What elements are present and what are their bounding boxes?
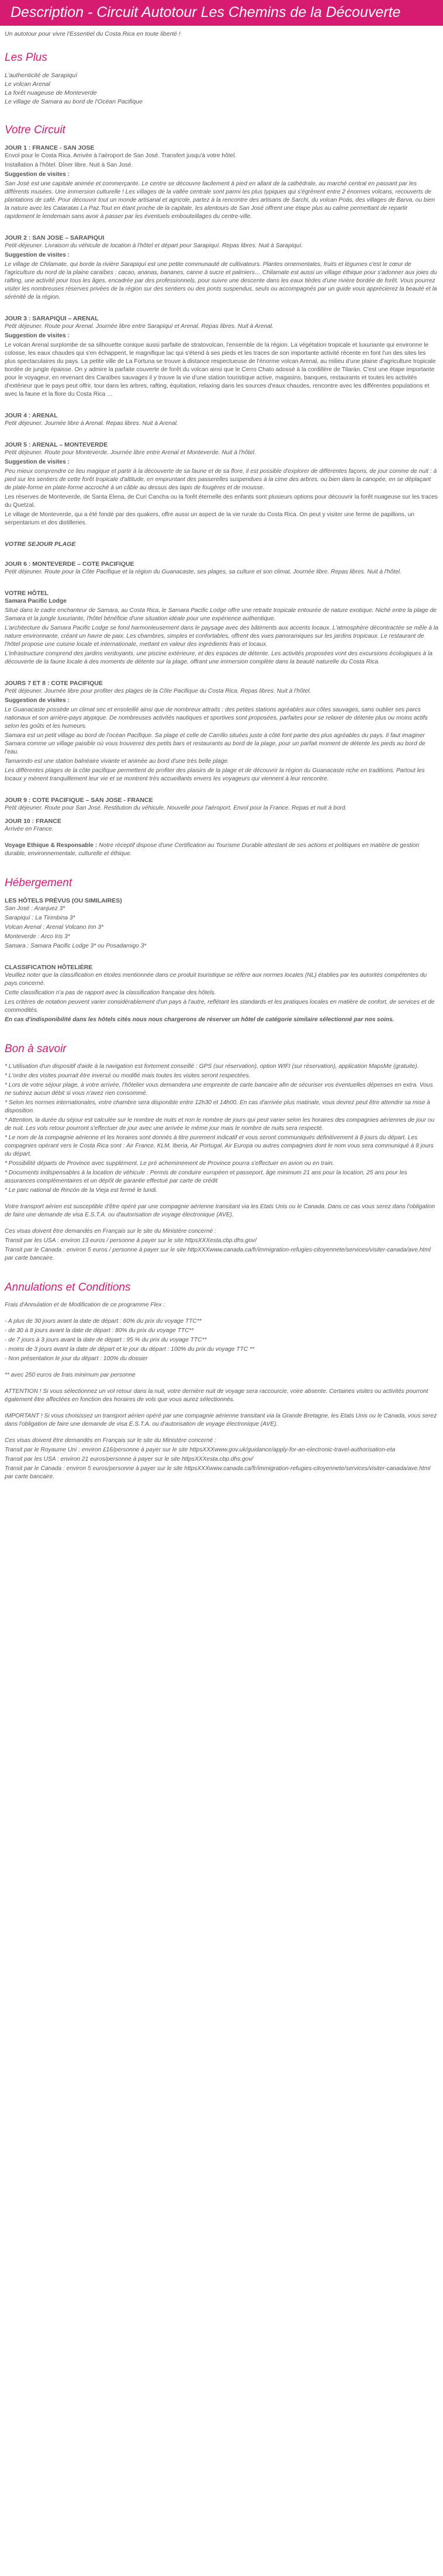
important-text: IMPORTANT ! Si vous choisissez un transport aérien opéré par une compagnie aérienne transitant via la Grande Bretagne, les Etats Unis ou le Canada, vous serez dans l'obligation de faire une demande de visa E.S.T.A. ou d'autorisation de voyage électronique (AVE). xyxy=(5,1413,437,1427)
day-title: JOUR 10 : FRANCE xyxy=(5,818,61,825)
day-title: JOUR 2 : SAN JOSE – SARAPIQUI xyxy=(5,234,105,241)
page-title-text: Description - Circuit Autotour Les Chemins de la Découverte xyxy=(11,4,401,20)
day-text: Petit déjeuner. Route pour la Côte Pacifique et la région du Guanacaste, ses plages, sa culture et son climat. Journée libre. Repas libres. Nuit à l'hôtel. xyxy=(5,569,402,575)
classification-title: CLASSIFICATION HÔTELIÈRE xyxy=(5,964,93,971)
list-item: La forêt nuageuse de Monteverde xyxy=(5,89,97,96)
suggestion-text: San José est une capitale animée et commerçante. Le centre se découvre facilement à pied en allant de la cathédrale, au marché central en passant par les différents musées. Une immersion culturelle ! Les villages de la vallée centrale sont parmi les plus typiques qui s'égrènent entre 2 énormes volcans, recouverts de plantations de café. Pour découvrir tout un monde artisanal et agricole, partez à la rencontre des artisans de Sarchi, du volcan Poás, des villages de Barva, ou bien la nature avec les Cataratas La Paz.Tout en étant proche de la capitale, les alentours de San José offrent une étape plus au calme permettant de repartir rapidement le lendemain sans avoir à passer par les éventuels embouteillages du centre-ville. xyxy=(5,181,435,220)
day-text: Arrivée en France. xyxy=(5,826,54,832)
suggestion-text: Les réserves de Monteverde, de Santa Elena, de Curi Cancha ou la forêt éternelle des enfants sont plusieurs options pour découvrir la forêt nuageuse sur les traces du Quetzal. xyxy=(5,494,438,509)
day-title: JOUR 9 : COTE PACIFIQUE – SAN JOSE - FRANCE xyxy=(5,797,153,804)
annul-line: - moins de 3 jours avant la date de départ et le jour du départ : 100% du prix du voyage TTC ** xyxy=(5,1346,254,1353)
hebergement xyxy=(5,897,438,1024)
hotel-line: Monteverde : Arco Iris 3* xyxy=(5,933,70,940)
list-item: Le village de Samara au bord de l'Océan Pacifique xyxy=(5,98,143,105)
hotel-line: Volcan Arenal : Arenal Volcano Inn 3* xyxy=(5,924,103,931)
section-title-plus: Les Plus xyxy=(5,51,47,64)
suggestion-text: Les différentes plages de la côte pacifique permettent de profiter des plaisirs de la plage et de découvrir la région du Guanacaste riche en traditions. Partout les locaux y mènent tranquillement leur vie et se montrent très accueillants envers les voyageurs qui viennent à leur rencontre. xyxy=(5,767,425,782)
annul-line: ** avec 250 euros de frais minimum par personne xyxy=(5,1372,136,1378)
annul-intro: Frais d'Annulation et de Modification de ce programme Flex : xyxy=(5,1302,165,1308)
info-line: Transit par les USA : environ 13 euros / personne à payer sur le site httpsXXXesta.cbp.dhs.gov/ xyxy=(5,1237,257,1244)
day-text: Petit déjeuner. Journée libre à Arenal. Repas libres. Nuit à Arenal. xyxy=(5,420,178,427)
suggestion-text: Samara est un petit village au bord de l'océan Pacifique. Sa plage et celle de Carrillo situées juste à côté font partie des plus agréables du pays. Il faut imaginer Samara comme un village paisible où vous trouverez des petits bars et restaurants au bord de la plage, pour un parfait moment de détente les pieds au bord de l'eau. xyxy=(5,732,425,755)
hotel-title: VOTRE HÔTEL xyxy=(5,590,49,597)
info-line: * Lors de votre séjour plage, à votre arrivée, l'hôtelier vous demandera une empreinte de carte bancaire afin de sécuriser vos éventuelles dépenses en extra. Vous ne subirez aucun débit si vous n'avez rien consommé. xyxy=(5,1082,433,1097)
attention-text: ATTENTION ! Si vous sélectionnez un vol retour dans la nuit, votre dernière nuit de voyage sera raccourcie, voire absente. Certaines visites ou activités pourront également être affectées en fonction des horaires de vols que vous aurez sélectionnés. xyxy=(5,1388,428,1403)
ethics-title: Voyage Ethique & Responsable : xyxy=(5,842,98,849)
info-line: Ces visas doivent être demandés en Français sur le site du Ministère concerné : xyxy=(5,1228,216,1235)
content xyxy=(0,30,443,1481)
ethics-text: Notre réceptif dispose d'une Certification au Tourisme Durable attestant de ses actions et politiques en matière de gestion durable, environnementale, culturelle et éthique. xyxy=(5,842,420,857)
day-text: Petit déjeuner. Route pour Monteverde. Journée libre entre Arenal et Monteverde. Nuit à l'hôtel. xyxy=(5,449,256,456)
info-line: Votre transport aérien est susceptible d'être opéré par une compagnie aérienne transitant via les Etats Unis ou le Canada. Dans ce cas vous serez dans l'obligation de faire une demande de visa E.S.T.A. ou d'autorisation de voyage électronique (AVE). xyxy=(5,1204,435,1218)
section-title-bon-savoir: Bon à savoir xyxy=(5,1043,67,1055)
day-text: Petit déjeuner. Route pour Arenal. Journée libre entre Sarapiquí et Arenal. Repas libres. Nuit à Arenal. xyxy=(5,323,274,330)
intro-text: Un autotour pour vivre l'Essentiel du Costa Rica en toute liberté ! xyxy=(5,30,181,37)
day-text: Petit-déjeuner. Livraison du véhicule de location à l'hôtel et départ pour Sarapiquí. Repas libres. Nuit à Sarapiquí. xyxy=(5,243,303,249)
annul-line: - de 30 à 8 jours avant la date de départ : 80% du prix du voyage TTC** xyxy=(5,1327,194,1334)
list-item: Le volcan Arenal xyxy=(5,81,50,88)
annul-line: - Non présentation le jour du départ : 100% du dossier xyxy=(5,1356,148,1362)
annul-line: - A plus de 30 jours avant la date de départ : 60% du prix du voyage TTC** xyxy=(5,1318,202,1325)
annul-line: - de 7 jours à 3 jours avant la date de départ : 95 % du prix du voyage TTC** xyxy=(5,1337,207,1343)
section-title-hebergement: Hébergement xyxy=(5,877,72,889)
suggestion-label: Suggestion de visites : xyxy=(5,459,70,465)
suggestion-text: Peu mieux comprendre ce lieu magique et partir à la découverte de sa faune et de sa flore, il est possible d'explorer de différentes façons, de jour comme de nuit : à pied sur les sentiers de cette forêt tropicale d'altitude, en empruntant des passerelles suspendues à la cime des arbres, ou bien dans la canopée, en se déplaçant de plate-forme en plate-forme accroché à un câble au dessus des tapis de fougères et de mousse. xyxy=(5,468,437,491)
hotel-name: Samara Pacific Lodge xyxy=(5,598,67,604)
suggestion-label: Suggestion de visites : xyxy=(5,333,70,339)
hotels-title: LES HÔTELS PRÉVUS (OU SIMILAIRES) xyxy=(5,897,122,904)
info-line: * Possibilité départs de Province avec supplément. Le pré acheminement de Province pourra s'effectuer en avion ou en train. xyxy=(5,1160,334,1167)
info-line: * Selon les normes internationales, votre chambre sera disponible entre 12h30 et 14h00. En cas d'arrivée plus matinale, vous devrez peut être attendre sa mise à disposition. xyxy=(5,1099,430,1114)
hotel-line: San José : Aranjuez 3* xyxy=(5,905,65,912)
suggestion-label: Suggestion de visites : xyxy=(5,697,70,704)
itinerary xyxy=(5,144,438,858)
classification-text: Les critères de notation peuvent varier considérablement d'un pays à l'autre, reflétant les standards et les pratiques locales en matière de confort, de services et de commodités. xyxy=(5,999,435,1014)
hotel-line: Sarapiquí : La Tirimbina 3* xyxy=(5,915,75,921)
suggestion-label: Suggestion de visites : xyxy=(5,171,70,178)
visa-line: Transit par le Royaume Uni : environ £16/personne à payer sur le site httpsXXXwww.gov.uk/guidance/apply-for-an-electronic-travel-authorisation-eta xyxy=(5,1447,396,1453)
seaside-title: VOTRE SEJOUR PLAGE xyxy=(5,541,76,548)
suggestion-text: Le volcan Arenal surplombe de sa silhouette conique aussi parfaite de stratovolcan, l'ensemble de la région. La végétation tropicale et luxuriante qui environne le colosse, les eaux chaudes qui s'en échappent, le magnifique lac qui s'étend à ses pieds et les traces de son importante activité récente en font l'un des sites les plus spectaculaires du pays. La petite ville de La Fortuna se trouve à distance respectueuse de l'énorme volcan Arenal, au milieu d'une plaine d'agriculture tropicale bordée de jungle épaisse. On y admire la parfaite couverte de forêt du volcan ainsi que le Cerro Chato adossé à la cordillère de Tilarán. C'est une étape importante pour le voyageur, en revenant des Caraïbes sauvages il y trouve la vie d'une station touristique active, magasins, banques, restaurants et toutes les activités d'extérieur que le pays peut offrir, tour dans les arbres, rafting, équitation, relaxing dans les sources d'eaux chaudes, rencontre avec les différentes populations et avec la faune et la flore du Costa Rica … xyxy=(5,342,436,397)
day-title: JOUR 6 : MONTEVERDE – COTE PACIFIQUE xyxy=(5,561,134,568)
day-text: Petit déjeuner. Route pour San José. Restitution du véhicule. Nouvelle pour l'aéroport. Envol pour la France. Repas et nuit à bord. xyxy=(5,805,347,811)
bon-savoir xyxy=(5,1063,438,1263)
info-line: * L'utilisation d'un dispositif d'aide à la navigation est fortement conseillé : GPS (sur réservation), option WIFI (sur réservation), application MapsMe (gratuite). xyxy=(5,1063,419,1070)
section-title-circuit: Votre Circuit xyxy=(5,124,65,136)
info-line: * Documents indispensables à la location de véhicule : Permis de conduire européen et passeport, âge minimum 21 ans pour la location, 25 ans pour les assurances complémentaires et un dépôt de garantie effectué par carte de crédit xyxy=(5,1170,407,1184)
suggestion-text: Le village de Monteverde, qui a été fondé par des quakers, offre aussi un aspect de la vie rurale du Costa Rica. On peut y visiter une ferme de papillons, un serpentarium et des distilleries. xyxy=(5,511,414,526)
hotel-text: L'architecture du Samara Pacific Lodge se fond harmonieusement dans le paysage avec des bâtiments aux accents locaux. L'atmosphère décontractée se mêle à la nature environnante, créant un havre de paix. Les chambres, simples et confortables, offrent des vues panoramiques sur les jardins tropicaux. Le restaurant de l'hôtel propose une cuisine locale et internationale, mettant en valeur des ingrédients frais et locaux. xyxy=(5,625,438,648)
day-text: Installation à l'hôtel. Dîner libre. Nuit à San José. xyxy=(5,162,133,168)
info-line: * L'ordre des visites pourrait être inversé ou modifié mais toutes les visites seront respectées. xyxy=(5,1073,251,1079)
info-line: * Le parc national de Rincón de la Vieja est fermé le lundi. xyxy=(5,1187,158,1194)
info-line: * Attention, la durée du séjour est calculée sur le nombre de nuits et non le nombre de jours qui peut varier selon les horaires des compagnies aériennes de jour ou de nuit. Les vols retour pourront s'effectuer de jour avec une arrivée le même jour mais le nombre de nuits sera respecté. xyxy=(5,1117,435,1132)
day-title: JOUR 4 : ARENAL xyxy=(5,412,58,419)
day-title: JOUR 5 : ARENAL – MONTEVERDE xyxy=(5,441,108,448)
day-title: JOUR 1 : FRANCE - SAN JOSE xyxy=(5,144,95,151)
plus-list xyxy=(5,71,438,106)
list-item: L'authenticité de Sarapiquí xyxy=(5,72,78,79)
hotel-text: L'infrastructure comprend des jardins verdoyants, une piscine extérieure, et des espaces de détente. Les activités proposées vont des excursions écologiques à la découverte de la faune locale à des moments de détente sur la plage, offrant une immersion complète dans la beauté naturelle du Costa Rica. xyxy=(5,651,432,665)
day-text: Petit déjeuner. Journée libre pour profiter des plages de la Côte Pacifique du Costa Rica. Repas libres. Nuit à l'hôtel. xyxy=(5,688,312,694)
visa-line: Transit par le Canada : environ 5 euros/personne à payer sur le site httpsXXXwww.canada.ca/fr/immigration-refugies-citoyennete/services/visiter-canada/ave.html par carte bancaire. xyxy=(5,1465,431,1480)
section-title-annulation: Annulations et Conditions xyxy=(5,1281,131,1294)
annulation xyxy=(5,1301,438,1481)
info-line: * Le nom de la compagnie aérienne et les horaires sont donnés à titre purement indicatif et vous seront communiqués définitivement à 8 jours du départ. Les compagnies opérant vers le Costa Rica sont : Air France, KLM, Iberia, Air Portugal, Air Europa ou autres compagnies dont le nom vous sera communiqué à 8 jours du départ. xyxy=(5,1135,434,1157)
page-title xyxy=(0,0,443,26)
hotel-text: Situé dans le cadre enchanteur de Samara, au Costa Rica, le Samara Pacific Lodge offre une retraite tropicale entourée de nature exotique. Niché entre la plage de Samara et la jungle luxuriante, l'hôtel bénéficie d'une situation idéale pour une expérience authentique. xyxy=(5,607,437,622)
visa-line: Transit par les USA : environ 21 euros/personne à payer sur le site httpsXXXesta.cbp.dhs.gov/ xyxy=(5,1456,254,1462)
classification-text: Cette classification n'a pas de rapport avec la classification française des hôtels. xyxy=(5,990,216,996)
info-line: Transit par le Canada : environ 5 euros / personne à payer sur le site httpXXXwww.canada.ca/fr/immigration-refugies-citoyennete/services/visiter-canada/ave.html par carte bancaire. xyxy=(5,1247,431,1261)
day-title: JOUR 3 : SARAPIQUI – ARENAL xyxy=(5,315,99,322)
suggestion-text: Le village de Chilamate, qui borde la rivière Sarapiquí est une petite communauté de cultivateurs. Plantes ornementales, fruits et légumes c'est le cœur de l'agriculture du nord de la plaine caraïbes : cacao, ananas, bananes, canne à sucre et palmiers… Chilamate est aussi un village éthique pour s'adonner aux joies du rafting, une activité pour tous les âges, encadrée par des professionnels, pour suivre une descente dans les eaux tièdes d'une rivière bordée de forêt. Vous pourrez visiter les nombreuses réserves privées de la région sur des sentiers ou des ponts suspendus, seuls ou accompagnés par un guide vous apprécierez la beauté et la sérénité de la région. xyxy=(5,261,437,300)
classification-text: En cas d'indisponibilité dans les hôtels cités nous nous chargerons de réserver un hôtel de catégorie similaire sélectionné par nos soins. xyxy=(5,1016,394,1023)
day-title: JOURS 7 ET 8 : COTE PACIFIQUE xyxy=(5,680,103,687)
day-text: Envol pour le Costa Rica. Arrivée à l'aéroport de San José. Transfert jusqu'à votre hôtel. xyxy=(5,153,237,159)
hotel-line: Samara : Samara Pacific Lodge 3* ou Posadamigo 3* xyxy=(5,943,147,949)
visa-line: Ces visas doivent être demandés en Français sur le site du Ministère concerné : xyxy=(5,1437,216,1444)
classification-text: Veuillez noter que la classification en étoiles mentionnée dans ce produit touristique se réfère aux normes locales (NL) établies par les autorités compétentes du pays concerné. xyxy=(5,972,427,987)
suggestion-text: Tamarindo est une station balnéaire vivante et animée au bord d'une très belle plage. xyxy=(5,758,229,765)
suggestion-label: Suggestion de visites : xyxy=(5,252,70,258)
suggestion-text: Le Guanacaste possède un climat sec et ensoleillé ainsi que de nombreux attraits : des petites stations agréables aux côtes sauvages, sans oublier ses parcs nationaux et son arrière-pays atypique. De nombreuses activités nautiques et sportives sont proposées, parfaites pour se relaxer de détente plus ou moins actifs selon les goûts et les humeurs. xyxy=(5,707,428,729)
